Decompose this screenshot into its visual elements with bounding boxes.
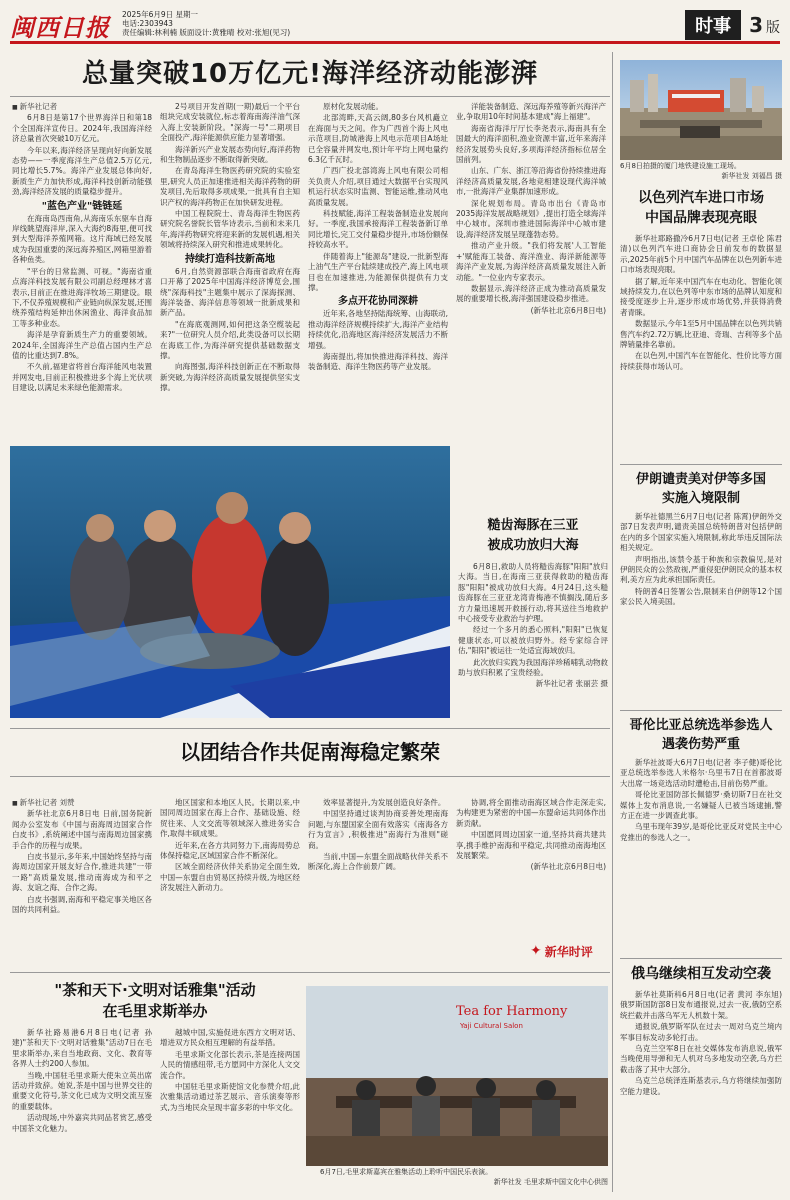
paragraph: 新华社德黑兰6月7日电(记者 陈霄)伊朗外交部7日发表声明,谴责美国总统特朗普对包括伊朗在内的多个国家实施入境限制,称此举违反国际法相关规定。 [620,512,782,553]
paragraph: 中国驻毛里求斯使馆文化参赞介绍,此次雅集活动通过茶艺展示、音乐演奏等形式,为当地民众呈现丰富多彩的中华文化。 [160,1082,300,1112]
paragraph: 深化规划布局。青岛市出台《青岛市2035海洋发展战略规划》,提出打造全球海洋中心城市。深圳市推进国际海洋中心城市建设,海洋经济发展呈现蓬勃态势。 [456,198,606,239]
paragraph: 白皮书显示,多年来,中国始终坚持与南海周边国家开展友好合作,推进共建"一带一路"高质量发展,推动南海成为和平之海、友谊之海、合作之海。 [12,852,152,893]
editors: 责任编辑:林利楠 版面设计:黄雅晴 校对:张旭(见习) [122,28,291,37]
paragraph: 海南省海洋厅厅长李尧表示,海南具有全国最大的海洋面积,渔业资源丰富,近年来海洋经济发展势头良好,多项海洋经济指标位居全国前列。 [456,123,606,165]
paragraph: 推动产业升级。"我们将发展'人工智能+'赋能海工装备、海洋渔业、海洋新能源等海洋产业发展,为海洋经济高质量发展注入新动能。"一位业内专家表示。 [456,241,606,282]
colombia-headline-line-1: 哥伦比亚总统选举参选人 [629,718,773,733]
paragraph: (新华社北京6月8日电) [530,862,606,872]
dolphin-headline-line-2: 被成功放归大海 [487,538,579,553]
paragraph: 乌里韦现年39岁,是哥伦比亚反对党民主中心党推出的参选人之一。 [620,822,782,842]
paragraph: 在以色列,中国汽车在智能化、性价比等方面持续获得市场认可。 [620,351,782,371]
subheading: "蓝色产业"链链延 [41,200,123,212]
paragraph: 声明指出,该禁令基于种族和宗教偏见,是对伊朗民众的公然敌视,严重侵犯伊朗民众的基本权利,美方应为此承担国际责任。 [620,554,782,585]
divider [10,776,610,777]
paragraph: 协调,将全面推动南海区域合作走深走实,为构建更为紧密的中国—东盟命运共同体作出新贡献。 [456,798,606,828]
metro-construction-image [620,60,782,160]
divider [10,972,610,973]
paragraph: 哥伦比亚国防部长佩德罗·桑切斯7日在社交媒体上发布消息说,一名嫌疑人已被当场逮捕,警方正在进一步调查此事。 [620,790,782,821]
paragraph: 活动现场,中外嘉宾共同品茗赏艺,感受中国茶文化魅力。 [12,1113,152,1133]
badge-label: 新华时评 [544,944,593,959]
metro-construction-photo [620,60,782,160]
paragraph: 海洋新兴产业发展态势向好,海洋药物和生物制品逐步不断取得新突破。 [160,144,300,165]
paragraph: "在海底观测网,如何把这条空缆装起来?"一位研究人员介绍,此类设备可以长期在海底工作,为海洋研究提供基础数据支撑。 [160,319,300,360]
paragraph: 新华社路易港6月8日电(记者 孙建)"茶和天下·文明对话雅集"活动7日在毛里求斯举办,来自当地政商、文化、教育等各界人士约200人参加。 [12,1028,152,1069]
paragraph: 伴随着海上"能源岛"建设,一批新型海上油气生产平台陆续建成投产,海上风电项目也在加速推进,为能源保供提供有力支撑。 [308,251,448,292]
paragraph: 数据显示,海洋经济正成为推动高质量发展的重要增长极,海洋强国建设稳步推进。 [456,283,606,304]
paragraph: 洋能装备制造、深远海养殖等新兴海洋产业,争取用10年时间基本建成"海上福建"。 [456,102,606,122]
paragraph: 北部湾畔,天高云阔,80多台风机矗立在海面与天之间。作为广西首个海上风电示范项目,防城港海上风电示范项目A场址已全容量并网发电,预计年平均上网电量约6.3亿千瓦时。 [308,113,448,165]
paragraph: 特朗普4日签署公告,限制来自伊朗等12个国家公民入境美国。 [620,586,782,607]
paragraph: 区域全面经济伙伴关系协定全面生效,中国—东盟自由贸易区持续升级,为地区经济发展注入新动力。 [160,862,300,893]
paragraph: 新华社北京6月8日电 日前,国务院新闻办公室发布《中国与南海周边国家合作白皮书》,系统阐述中国与南海周边国家携手合作的历程与成果。 [12,809,152,850]
tea-banner-sub: Yaji Cultural Salon [460,1022,523,1030]
paragraph: 不久前,福建省将首台海洋能风电装置并网发电,目前正积极推进多个海上光伏项目建设,以满足未来绿色能源需求。 [12,362,152,393]
xinhua-commentary-badge [530,940,610,962]
paragraph: 在青岛海洋生物医药研究院的实验室里,研究人员正加速推进相关海洋药物的研发项目,先后取得多项成果,一批具有自主知识产权的海洋药物正在加快研发进程。 [160,166,300,207]
metro-caption [620,162,782,182]
paragraph: 原材化发展动能。 [323,102,383,111]
paragraph: 新华社波哥大6月7日电(记者 李子健)哥伦比亚总统选举参选人米格尔·乌里韦7日在首都波哥大出席一场竞选活动时遭枪击,目前伤势严重。 [620,758,782,788]
page-number-value: 3 [749,13,763,37]
paragraph: 广西广投北部湾海上风电有限公司相关负责人介绍,项目通过大数据平台实现风机运行状态实时监测、智能运维,推动风电高质量发展。 [308,166,448,207]
caption-credit: 新华社发 刘福昌 摄 [721,172,782,180]
colombia-headline [620,716,782,754]
paragraph: 科技赋能,海洋工程装备制造业发展向好。一季度,我国承接海洋工程装备新订单同比增长,完工交付量稳步提升,市场份额保持较高水平。 [308,209,448,250]
dolphin-caption-text [458,562,608,718]
star-icon: ✦ [530,943,542,959]
paragraph: 此次放归实践为我国海洋珍稀哺乳动物救助与放归积累了宝贵经验。 [458,657,608,678]
page-unit: 版 [766,20,780,36]
tea-headline-line-1: "茶和天下·文明对话雅集"活动 [54,981,256,999]
paragraph: 毛里求斯文化部长表示,茶是连接两国人民的情感纽带,毛方愿同中方深化人文交流合作。 [160,1049,300,1080]
unity-col-2 [160,798,300,966]
page-number [749,13,780,37]
paragraph: 通报说,俄罗斯军队在过去一周对乌克兰境内军事目标发动多轮打击。 [620,1022,782,1042]
divider [620,958,782,959]
paragraph: 地区国家和本地区人民。长期以来,中国同周边国家在海上合作、基础设施、经贸往来、人文交流等领域深入推进务实合作,取得丰硕成果。 [160,798,300,839]
paragraph: 新华社耶路撒冷6月7日电(记者 王卓伦 陈君清)以色列汽车进口商协会日前发布的数据显示,2025年前5个月中国汽车品牌在以色列新车进口市场表现亮眼。 [620,234,782,275]
russia-article [620,990,782,1190]
paragraph: 海南提出,将加快推进海洋科技、海洋装备制造、海洋生物医药等产业发展。 [308,351,448,372]
phone: 电话:2303943 [122,19,173,28]
lead-col-2 [160,102,300,444]
unity-col-1 [12,798,152,966]
divider [10,96,610,97]
lead-col-4 [456,102,606,444]
divider [620,710,782,711]
paragraph: 数据显示,今年1至5月中国品牌在以色列共销售汽车约2.72万辆,比亚迪、奇瑞、吉利等多个品牌销量排名靠前。 [620,319,782,350]
lead-col-3 [308,102,448,444]
divider [620,464,782,465]
unity-byline: ■ 新华社记者 刘赞 [12,798,152,809]
iran-headline [620,470,782,508]
dolphin-headline-line-1: 糙齿海豚在三亚 [487,518,579,533]
iran-headline-line-2: 实施入境限制 [661,491,740,506]
dolphin-headline [458,516,608,556]
dolphin-release-image [10,446,450,718]
newspaper-logo: 闽西日报 [10,13,110,42]
russia-headline: 俄乌继续相互发动空袭 [631,966,771,982]
issue-date: 2025年6月9日 星期一 [122,10,199,19]
lead-col-1 [12,102,152,444]
paragraph: 向海图强,海洋科技创新正在不断取得新突破,为海洋经济高质量发展提供坚实支撑。 [160,362,300,393]
photo-credit: 新华社记者 张丽芸 摄 [535,679,608,689]
paragraph: 中国工程院院士、青岛海洋生物医药研究院名誉院长管华诗表示,当前和未来几年,海洋药物研究将迎来新的发展机遇,相关领域将持续深入研究和推进成果转化。 [160,209,300,250]
colombia-headline-line-2: 遇袭伤势严重 [661,737,740,752]
iran-headline-line-1: 伊朗谴责美对伊等多国 [635,472,766,487]
unity-headline: 以团结合作共促南海稳定繁荣 [180,740,440,764]
masthead-info [122,10,290,37]
paragraph: (新华社北京6月8日电) [530,305,606,315]
unity-col-4 [456,798,606,938]
caption-credit: 新华社发 毛里求斯中国文化中心供图 [493,1178,608,1186]
paragraph: 6月8日,救助人员将糙齿海豚"阳阳"放归大海。当日,在海南三亚获得救助的糙齿海豚"阳阳"被成功放归大海。4月24日,这头糙齿海豚在三亚亚龙湾青梅港不慎搁浅,随后多方力量迅速展开救援行动,将其送往当地救护中心接受专业救治与护理。 [458,562,608,624]
paragraph: 中国愿同周边国家一道,坚持共商共建共享,携手维护南海和平稳定,共同推动南海地区发展繁荣。 [456,830,606,861]
paragraph: "平台的日常监测、可视。"海南省重点海洋科技发展有限公司副总经理林才喜表示,目前正在推进海洋牧场三期建设。眼下,不仅养殖规模和产业链向纵深发展,还围绕养殖结构延伸出休闲渔业、海洋食品加工等多种业态。 [12,266,152,328]
masthead [10,8,780,44]
section-name: 时事 [685,10,741,40]
section-marker [685,10,780,40]
tea-headline [10,980,300,1022]
paragraph: 海洋是孕育新质生产力的重要领域。2024年,全国海洋生产总值占国内生产总值的比重达到7.8%。 [12,330,152,360]
tea-salon-photo [306,986,608,1166]
dolphin-release-photo [10,446,450,718]
paragraph: 新华社莫斯科6月8日电(记者 黄河 李东旭)俄罗斯国防部8日发布通报说,过去一夜,俄防空系统拦截并击落乌军无人机数十架。 [620,990,782,1020]
column-divider [612,52,613,1192]
paragraph: 6月8日是第17个世界海洋日和第18个全国海洋宣传日。2024年,我国海洋经济总量首次突破10万亿元。 [12,113,152,144]
paragraph: 在海南岛西南角,从海南乐东驱车自海岸线眺望海洋岸,深入大海约8海里,便可找到大型海洋养殖网箱。这片海域已经发展成为我国重要的深远海养殖区,网箱里游着各种鱼类。 [12,213,152,265]
paragraph: 当晚,中国驻毛里求斯大使朱立英出席活动并致辞。她说,茶是中国与世界交往的重要文化符号,茶文化已成为文明交流互鉴的重要载体。 [12,1070,152,1111]
unity-col-3 [308,798,448,966]
paragraph: 近年来,在各方共同努力下,南海局势总体保持稳定,区域国家合作不断深化。 [160,840,300,861]
subheading: 持续打造科技新高地 [185,253,275,265]
tea-col-2 [160,1028,300,1192]
paragraph: 乌克兰总统泽连斯基表示,乌方将继续加强防空能力建设。 [620,1076,782,1096]
lead-headline: 总量突破10万亿元!海洋经济动能澎湃 [81,59,539,89]
paragraph: 效率显著提升,为发展创造良好条件。 [323,798,446,807]
tea-col-1 [12,1028,152,1192]
paragraph: 白皮书强调,南海和平稳定事关地区各国的共同利益。 [12,894,152,915]
caption-text: 6月7日,毛里求斯嘉宾在雅集活动上聆听中国民乐表演。 [320,1168,493,1176]
paragraph: 当前,中国—东盟全面战略伙伴关系不断深化,海上合作前景广阔。 [308,852,448,872]
paragraph: 越城中国,实施促进东西方文明对话、增进双方民众相互理解的有益举措。 [160,1028,300,1048]
car-headline-line-1: 以色列汽车进口市场 [638,190,764,206]
paragraph: 中国坚持通过谈判协商妥善处理南海问题,与东盟国家全面有效落实《南海各方行为宣言》,积极推进"南海行为准则"磋商。 [308,809,448,850]
car-headline-line-2: 中国品牌表现亮眼 [645,210,757,226]
tea-photo-caption [306,1168,608,1194]
paragraph: 山东、广东、浙江等沿海省份持续推进海洋经济高质量发展,各地竞相建设现代海洋城市,一批海洋产业集群加速形成。 [456,166,606,197]
lead-byline: ■ 新华社记者 [12,102,152,113]
paragraph: 6月,自然资源部联合海南省政府在海口开幕了2025年中国海洋经济博览会,围绕"深海科技"主题集中展示了深海探测、海洋装备、海洋信息等领域一批新成果和新产品。 [160,266,300,318]
divider [10,728,610,729]
tea-headline-line-2: 在毛里求斯举办 [102,1002,208,1020]
paragraph: 据了解,近年来中国汽车在电动化、智能化领域持续发力,在以色列等中东市场的品牌认知度和接受度逐步上升,逐步形成市场优势,并获得消费者青睐。 [620,276,782,317]
iran-article [620,512,782,708]
caption-text: 6月8日拍摄的厦门地铁建设施工现场。 [620,162,741,170]
car-headline [620,188,782,228]
subheading: 多点开花协同深耕 [338,296,418,308]
tea-banner: Tea for Harmony [456,1004,568,1019]
paragraph: 经过一个多月的悉心照料,"阳阳"已恢复健康状态,可以被放归野外。经专家综合评估,"阳阳"被运往一处适宜海域放归。 [458,625,608,656]
paragraph: 2号项目开发首期(一期)最后一个平台组块完成安装就位,标志着海南海洋油气深入海上安装新阶段。"深海一号"二期项目全面投产,海洋能源供应能力显著增强。 [160,102,300,143]
paragraph: 乌克兰空军8日在社交媒体发布消息说,俄军当晚使用导弹和无人机对乌多地发动空袭,乌方拦截击落了其中大部分。 [620,1044,782,1074]
paragraph: 近年来,各地坚持陆海统筹、山海联动,推动海洋经济规模持续扩大,海洋产业结构持续优化,沿海地区海洋经济发展活力不断增强。 [308,309,448,350]
car-article [620,234,782,460]
colombia-article [620,758,782,954]
paragraph: 今年以来,海洋经济呈现向好向新发展态势——一季度海洋生产总值2.5万亿元,同比增长5.7%。海洋产业发展总体向好,新质生产力加快形成,海洋科技创新动能强劲,海洋经济发展的质量稳步提升。 [12,145,152,197]
